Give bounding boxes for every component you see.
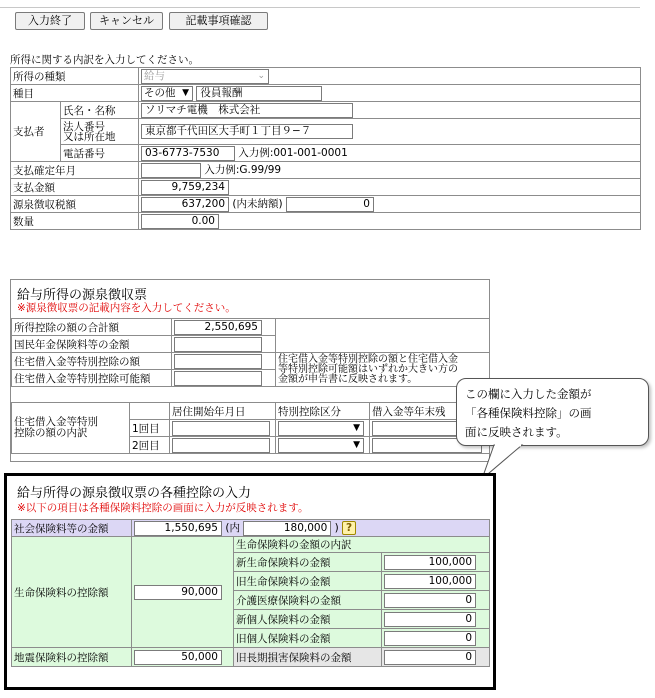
chevron-down-icon: ▼ [353,422,360,433]
deduction-note: ※以下の項目は各種保険料控除の画面に入力が反映されます。 [17,502,309,514]
row1-start-date-input[interactable] [172,421,270,436]
payment-date-input[interactable] [141,163,201,178]
withholding-table [11,318,490,387]
col-category: 特別控除区分 [276,403,370,420]
col-balance: 借入金等年末残 [370,403,490,420]
life-input[interactable]: 90,000 [134,585,222,600]
chevron-down-icon: ▼ [182,87,189,98]
phone-label: 電話番号 [61,145,139,162]
old-life-input[interactable]: 100,000 [384,574,476,589]
care-medical-input[interactable]: 0 [384,593,476,608]
loan-breakdown-table [11,402,490,454]
col-start-date: 居住開始年月日 [170,403,276,420]
name-label: 氏名・名称 [61,102,139,119]
corp-number-label: 法人番号 [63,120,105,133]
callout-line2: 「各種保険料控除」の画 [465,406,592,420]
chevron-down-icon: ⌄ [257,70,265,81]
new-personal-input[interactable]: 0 [384,612,476,627]
address-input[interactable]: 東京都千代田区大手町１丁目９−７ [141,124,353,139]
breakdown-label: 生命保険料の金額の内訳 [234,537,490,553]
care-medical-label: 介護医療保険料の金額 [234,591,382,610]
loan-note-line3: 金額が申告書に反映されます。 [278,373,418,385]
row2-category-select[interactable] [278,438,364,453]
deduction-total-label: 所得控除の額の合計額 [12,319,172,336]
row2-label: 2回目 [130,437,170,454]
loan-possible-label: 住宅借入金等特別控除可能額 [12,370,172,387]
deduction-table [11,519,490,667]
loan-note-line2: 等特別控除可能額はいずれか大きい方の [278,363,458,375]
old-longterm-input[interactable]: 0 [384,650,476,665]
life-label: 生命保険料の控除額 [12,537,132,648]
name-input[interactable]: ソリマチ電機 株式会社 [141,103,353,118]
income-type-label: 所得の種類 [11,68,139,85]
quantity-input[interactable]: 0.00 [141,214,219,229]
cancel-button[interactable]: キャンセル [90,12,163,30]
income-type-value: 給与 [144,69,165,82]
deduction-title: 給与所得の源泉徴収票の各種控除の入力 [17,486,252,501]
payment-amount-label: 支払金額 [11,179,139,196]
row1-category-select[interactable] [278,421,364,436]
social-inner-label: (内 [225,522,240,535]
loan-possible-input[interactable] [174,371,262,386]
callout-balloon [456,378,649,446]
withholding-note: ※源泉徴収票の記載内容を入力してください。 [17,302,236,314]
finish-input-button[interactable]: 入力終了 [15,12,85,30]
social-label: 社会保険料等の金額 [12,520,132,537]
new-personal-label: 新個人保険料の金額 [234,610,382,629]
deduction-total-input[interactable]: 2,550,695 [174,320,262,335]
pension-input[interactable] [174,337,262,352]
new-life-label: 新生命保険料の金額 [234,553,382,572]
item-select[interactable] [141,86,193,101]
social-input[interactable]: 1,550,695 [134,521,222,536]
row1-label: 1回目 [130,420,170,437]
chevron-down-icon: ▼ [353,439,360,450]
loan-breakdown-label-line1: 住宅借入金等特別 [14,416,98,428]
withholding-section [10,279,490,462]
payment-amount-input[interactable]: 9,759,234 [141,180,229,195]
old-life-label: 旧生命保険料の金額 [234,572,382,591]
address-label: 又は所在地 [63,130,116,143]
old-longterm-label: 旧長期損害保険料の金額 [234,648,382,667]
pension-label: 国民年金保険料等の金額 [12,336,172,353]
confirm-entries-button[interactable]: 記載事項確認 [169,12,268,30]
payment-date-label: 支払確定年月 [11,162,139,179]
item-label: 種目 [11,85,139,102]
withholding-title: 給与所得の源泉徴収票 [17,288,148,303]
withholding-label: 源泉徴収税額 [11,196,139,213]
earthquake-label: 地震保険料の控除額 [12,648,132,667]
phone-input[interactable]: 03-6773-7530 [141,146,235,161]
item-text-input[interactable]: 役員報酬 [196,86,322,101]
loan-note-line1: 住宅借入金等特別控除の額と住宅借入金 [278,353,458,365]
income-type-select[interactable] [141,69,269,84]
social-inner-input[interactable]: 180,000 [243,521,331,536]
quantity-label: 数量 [11,213,139,230]
old-personal-label: 旧個人保険料の金額 [234,629,382,648]
new-life-input[interactable]: 100,000 [384,555,476,570]
earthquake-input[interactable]: 50,000 [134,650,222,665]
deduction-section [4,473,496,690]
phone-example: 入力例:001-001-0001 [238,147,348,160]
loan-special-input[interactable] [174,354,262,369]
loan-special-label: 住宅借入金等特別控除の額 [12,353,172,370]
intro-text: 所得に関する内訳を入力してください。 [10,54,199,66]
item-select-value: その他 [144,86,176,99]
callout-line1: この欄に入力した金額が [465,387,592,401]
social-close: ) [334,522,339,535]
old-personal-input[interactable]: 0 [384,631,476,646]
date-example: 入力例:G.99/99 [204,164,282,177]
payer-label: 支払者 [11,102,61,162]
withholding-input[interactable]: 637,200 [141,197,229,212]
income-form-table [10,67,641,230]
row2-start-date-input[interactable] [172,438,270,453]
callout-line3: 面に反映されます。 [465,425,568,439]
loan-breakdown-label-line2: 控除の額の内訳 [14,427,88,439]
unpaid-input[interactable]: 0 [286,197,374,212]
help-icon[interactable]: ? [342,521,356,535]
unpaid-label: (内未納額) [232,198,283,211]
